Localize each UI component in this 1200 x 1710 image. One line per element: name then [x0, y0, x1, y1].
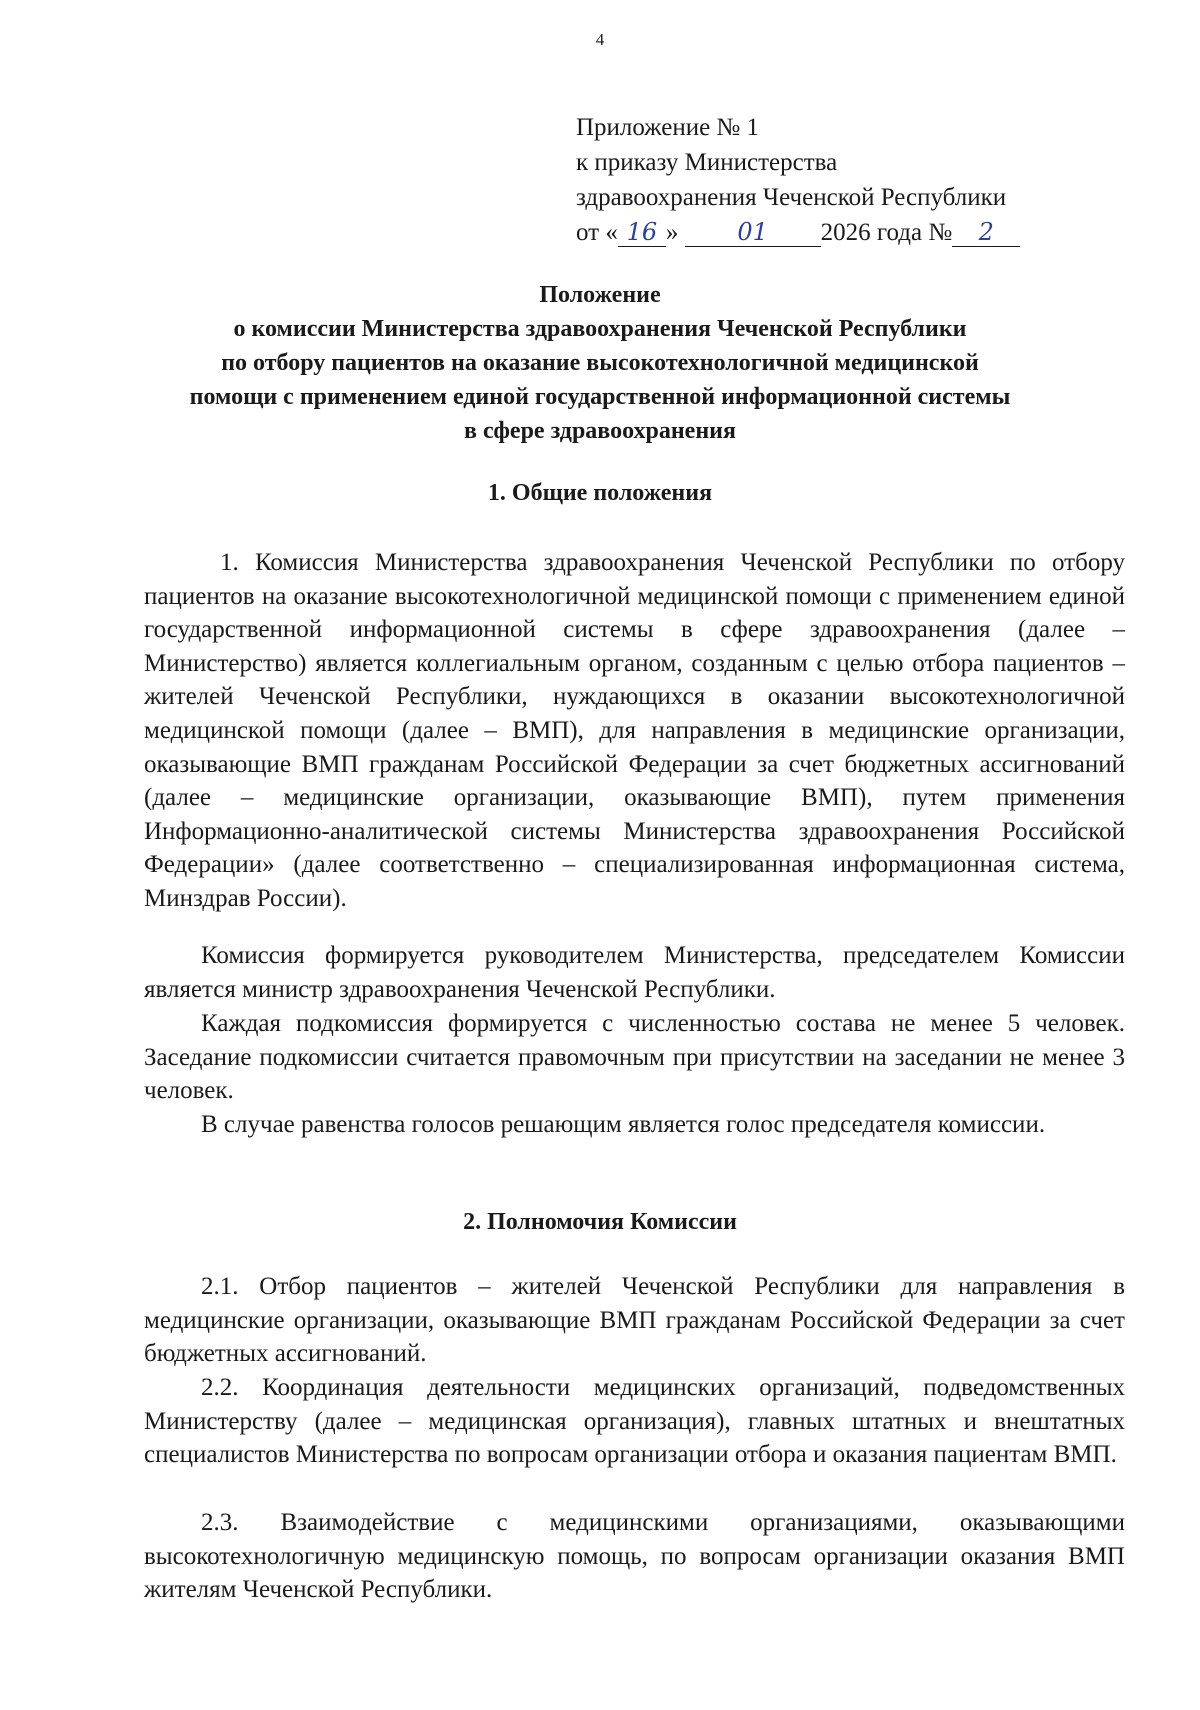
title-line-4: помощи с применением единой государственной информационной системы: [189, 384, 1011, 410]
title-line-2: о комиссии Министерства здравоохранения Чеченской Республики: [233, 316, 967, 342]
appendix-block: [576, 110, 1020, 250]
section-1-paragraph-3: Каждая подкомиссия формируется с численностью состава не менее 5 человек. Заседание подкомиссии считается правомочным при присутствии на заседании не менее 3 человек.: [144, 1010, 1125, 1105]
section-2-heading: 2. Полномочия Комиссии: [463, 1209, 737, 1235]
title-line-3: по отбору пациентов на оказание высокотехнологичной медицинской: [221, 350, 979, 376]
appendix-date-line: [576, 215, 1020, 250]
title-line-1: Положение: [539, 282, 661, 308]
section-1-paragraph-2: Комиссия формируется руководителем Министерства, председателем Комиссии является министр здравоохранения Чеченской Республики.: [144, 942, 1125, 1003]
section-1-heading: 1. Общие положения: [487, 480, 713, 506]
appendix-order-ref: к приказу Министерства: [576, 149, 838, 176]
section-2-paragraph-2: 2.2. Координация деятельности медицинских организаций, подведомственных Министерству (далее – медицинская организация), главных штатных и внештатных специалистов Министерства по вопросам организации отбора и оказания пациентам ВМП.: [144, 1374, 1125, 1469]
date-year: 2026 года №: [820, 219, 953, 246]
order-number-handwritten: 2: [978, 218, 994, 246]
order-number-field: [952, 219, 1020, 247]
section-1-paragraph-1: 1. Комиссия Министерства здравоохранения Чеченской Республики по отбору пациентов на оказание высокотехнологичной медицинской помощи с применением единой государственной информационной системы в сфере здравоохранения (далее – Министерство) является коллегиальным органом, созданным с целью отбора пациентов – жителей Чеченской Республики, нуждающихся в оказании высокотехнологичной медицинской помощи (далее – ВМП), для направления в медицинские организации, оказывающие ВМП гражданам Российской Федерации за счет бюджетных ассигнований (далее – медицинские организации, оказывающие ВМП), путем применения Информационно-аналитической системы Министерства здравоохранения Российской Федерации» (далее соответственно – специализированная информационная система, Минздрав России).: [144, 549, 1125, 912]
section-2-paragraph-1: 2.1. Отбор пациентов – жителей Чеченской Республики для направления в медицинские организации, оказывающие ВМП гражданам Российской Федерации за счет бюджетных ассигнований.: [144, 1273, 1125, 1368]
title-line-5: в сфере здравоохранения: [464, 418, 736, 444]
section-2-paragraph-3: 2.3. Взаимодействие с медицинскими организациями, оказывающими высокотехнологичную медицинскую помощь, по вопросам организации оказания ВМП жителям Чеченской Республики.: [144, 1509, 1125, 1604]
date-day-handwritten: 16: [626, 218, 658, 246]
page-number: 4: [595, 30, 605, 49]
date-month-field: [685, 219, 821, 247]
date-day-field: [618, 219, 666, 247]
section-1-paragraph-4: В случае равенства голосов решающим является голос председателя комиссии.: [201, 1111, 1046, 1138]
date-prefix: от «: [576, 219, 618, 246]
appendix-ministry: здравоохранения Чеченской Республики: [576, 184, 1007, 211]
appendix-title: Приложение № 1: [576, 114, 760, 141]
date-mid: »: [665, 219, 679, 246]
date-month-handwritten: 01: [737, 218, 768, 246]
document-title: [100, 278, 1100, 448]
